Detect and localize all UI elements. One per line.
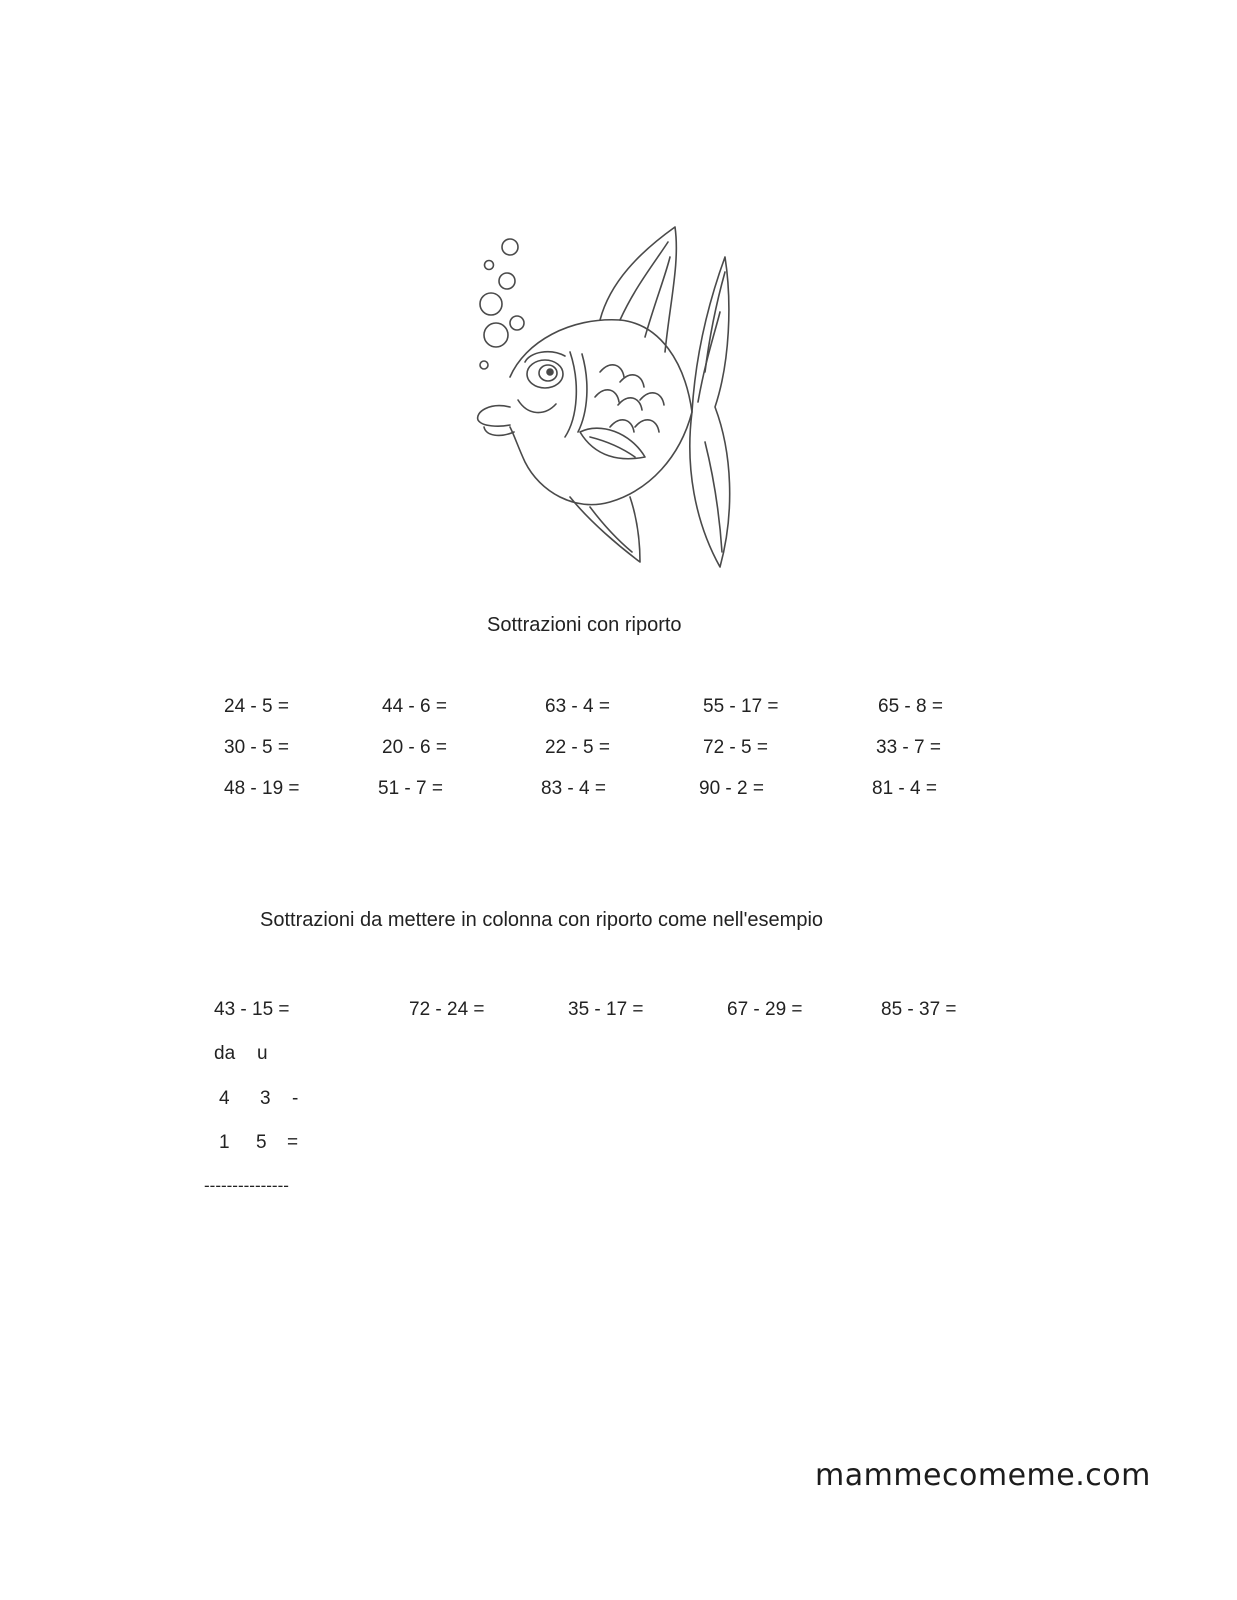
section-title-colonna: Sottrazioni da mettere in colonna con riporto come nell'esempio (260, 909, 824, 931)
exercise-item: 44 - 6 = (382, 696, 447, 717)
example-row1-units: 3 (260, 1088, 271, 1109)
example-row2-tens: 1 (219, 1132, 230, 1153)
exercise-item: 51 - 7 = (378, 778, 443, 799)
exercise-item: 48 - 19 = (224, 778, 300, 799)
example-row1-operator: - (292, 1088, 299, 1109)
exercise-item: 65 - 8 = (878, 696, 943, 717)
fish-illustration (470, 222, 740, 572)
example-separator: --------------- (204, 1176, 289, 1195)
column-exercise-item: 85 - 37 = (881, 999, 957, 1020)
column-exercise-item: 35 - 17 = (568, 999, 644, 1020)
column-exercise-item: 72 - 24 = (409, 999, 485, 1020)
exercise-item: 24 - 5 = (224, 696, 289, 717)
example-row2-operator: = (287, 1132, 299, 1153)
example-row2-units: 5 (256, 1132, 267, 1153)
exercise-item: 20 - 6 = (382, 737, 447, 758)
column-exercise-item: 67 - 29 = (727, 999, 803, 1020)
exercise-item: 30 - 5 = (224, 737, 289, 758)
exercise-item: 55 - 17 = (703, 696, 779, 717)
column-exercise-item: 43 - 15 = (214, 999, 290, 1020)
exercise-item: 33 - 7 = (876, 737, 941, 758)
header-tens: da (214, 1043, 236, 1064)
exercise-item: 72 - 5 = (703, 737, 768, 758)
header-units: u (257, 1043, 268, 1064)
fish-icon (470, 222, 740, 572)
exercise-item: 83 - 4 = (541, 778, 606, 799)
exercise-item: 22 - 5 = (545, 737, 610, 758)
example-row1-tens: 4 (219, 1088, 230, 1109)
exercise-item: 63 - 4 = (545, 696, 610, 717)
section-title-riporto: Sottrazioni con riporto (487, 614, 682, 636)
site-watermark: mammecomeme.com (815, 1458, 1151, 1493)
exercise-item: 90 - 2 = (699, 778, 764, 799)
exercise-item: 81 - 4 = (872, 778, 937, 799)
